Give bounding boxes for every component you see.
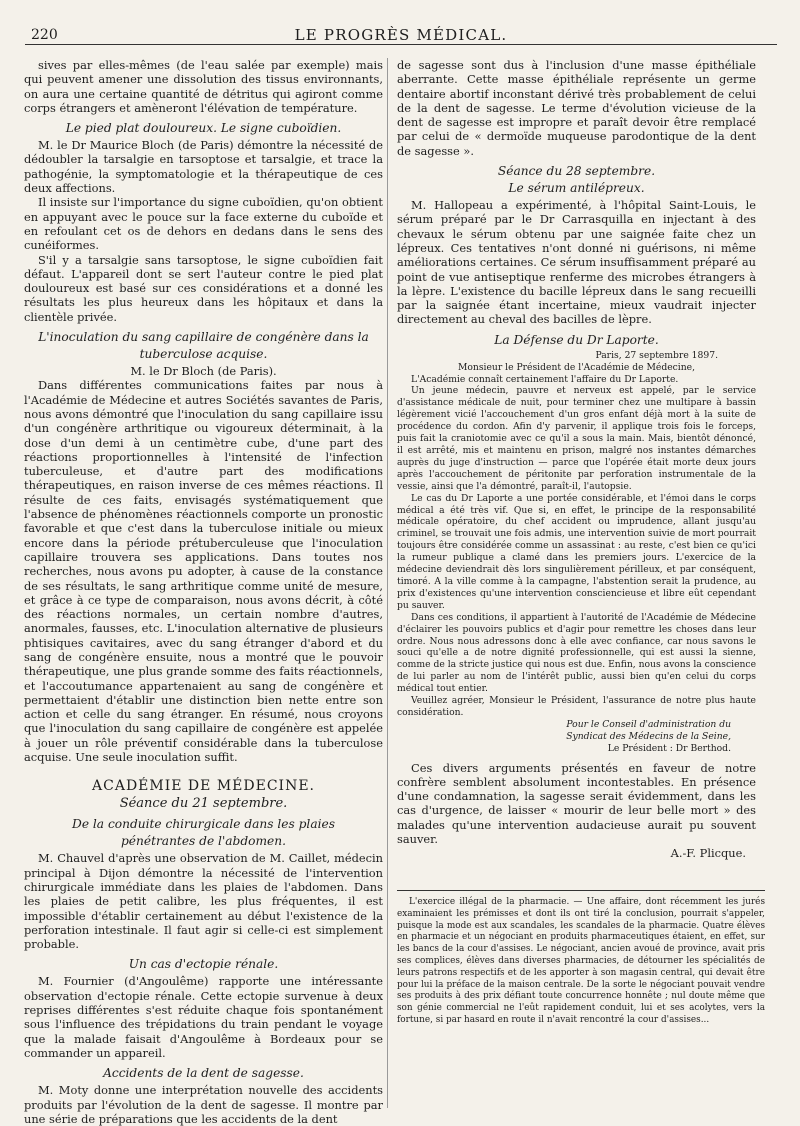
inoculation-body: Dans différentes communications faites par nous à l'Académie de Médecine et autres Sociétés savantes de Paris, nous avons démontré que l'inoculation du sang capillaire issu d'un congénère arthritique ou vigoureux déterminait, à la dose d'un demi à un centimètre cube, d'une part des réactions proportionnelles à l'intensité de l'infection tuberculeuse, et d'autre part des modifications thérapeutiques, en raison inverse de ces mêmes réactions. Il résulte de ces faits, envisagés systématiquement que l'absence de phénomènes réactionnels comporte un pronostic favorable et que c'est dans la tuberculose initiale ou mieux encore dans la période prétuberculeuse que l'inoculation capillaire trouvera ses applications. Dans toutes nos recherches, nous avons pu adopter, à cause de la constance de ses résultats, le sang arthritique comme unité de mesure, et grâce à ce type de comparaison, nous avons décrit, à côté des réactions normales, un certain nombre d'autres, anormales, fausses, etc. L'inoculation alternative de plusieurs phtisiques cavitaires, avec du sang étranger d'abord et du sang de congénère ensuite, nous a montré que le pouvoir thérapeutique, une plus grande somme des faits réactionnels, et l'accoutumance appartenaient au sang de congénère et permettaient d'établir une distinction bien nette entre son action et celle du sang étranger. En résumé, nous croyons que l'inoculation du sang capillaire de congénère est appelée à jouer un rôle préventif considérable dans la tuberculose acquise. Une seule inoculation suffit. [24,378,383,765]
conclusion-signature: A.-F. Plicque. [670,846,746,861]
left-column [24,58,383,1126]
inoculation-author: M. le Dr Bloch (de Paris). [130,364,277,379]
header-rule [25,44,777,45]
letter-paragraph-3: Le cas du Dr Laporte a une portée considérable, et l'émoi dans le corps médical a été très vif. Que si, en effet, le principe de la responsabilité médicale opératoire, du chef accident ou imprudence, allant jusqu'au criminel, se trouvait une fois admis, une intervention suivie de mort pourrait toujours être considérée comme un assassinat : au reste, c'est bien ce qu'ici la rumeur publique a clamé dans les premiers jours. L'exercice de la médecine deviendrait dès lors singulièrement périlleux, et par conséquent, timoré. A la ville comme à la campagne, l'abstention serait la prudence, au prix d'existences qu'une intervention consciencieuse et libre eût cependant pu sauver. [397,492,756,611]
letter-date: Paris, 27 septembre 1897. [595,349,718,361]
column-divider [387,58,388,1108]
academy-heading: ACADÉMIE DE MÉDECINE. [92,778,315,795]
signature-line-3: Le Président : Dr Berthod. [607,742,731,754]
sagesse-body: M. Moty donne une interprétation nouvelle des accidents produits par l'évolution de la dent de sagesse. Il montre par une série de préparations que les accidents de la dent [24,1083,383,1126]
letter-paragraph-4: Dans ces conditions, il appartient à l'autorité de l'Académie de Médecine d'éclairer les pouvoirs publics et d'agir pour remettre les choses dans leur ordre. Nous nous adressons donc à elle avec confiance, car nous savons le souci qu'elle a de notre dignité professionnelle, qui est aussi la sienne, comme de la stricte justice qui nous est due. Enfin, nous avons la conscience de lui parler au nom de l'intérêt public, aussi bien qu'en celui du corps médical tout entier. [397,611,757,695]
sagesse-title: Accidents de la dent de sagesse. [103,1066,304,1081]
plaies-title-2: pénétrantes de l'abdomen. [121,834,286,849]
journal-title: LE PROGRÈS MÉDICAL. [294,26,508,44]
box-top-rule [397,890,765,891]
ectopie-body: M. Fournier (d'Angoulême) rapporte une intéressante observation d'ectopie rénale. Cette ectopie survenue à deux reprises différentes s'est réduite chaque fois spontanément sous l'influence des trépidations du train pendant le voyage que la malade faisait d'Angoulême à Bordeaux pour se commander un appareil. [24,974,383,1060]
pied-paragraph-3: S'il y a tarsalgie sans tarsoptose, le signe cuboïdien fait défaut. L'appareil dont se sert l'auteur contre le pied plat douloureux est basé sur ces considérations et a donné les résultats les plus heureux dans les hôpitaux et dans la clientèle privée. [24,252,383,324]
signature-line-2: Syndicat des Médecins de la Seine, [566,730,731,742]
inoculation-title-2: tuberculose acquise. [139,347,268,362]
signature-line-1: Pour le Conseil d'administration du [566,718,731,730]
sagesse-continued: de sagesse sont dus à l'inclusion d'une masse épithéliale aberrante. Cette masse épithéliale représente un germe dentaire abortif inconstant dérivé très probablement de celui de la dent de sagesse. Le terme d'évolution vicieuse de la dent de sagesse est impropre et paraît devoir être remplacé par celui de « dermoïde muqueuse parodontique de la dent de sagesse ». [397,58,756,158]
plaies-body: M. Chauvel d'après une observation de M. Caillet, médecin principal à Dijon démontre la nécessité de l'intervention chirurgicale immédiate dans les plaies de l'abdomen. Dans les plaies de petit calibre, les plus fréquentes, il est impossible d'établir certainement au début l'existence de la perforation intestinale. Il faut agir si celle-ci est simplement probable. [24,851,383,952]
session-date-2: Séance du 28 septembre. [497,164,656,179]
pharmacie-box [397,897,765,1107]
page-number: 220 [31,27,58,43]
defense-title: La Défense du Dr Laporte. [494,332,659,347]
letter-paragraph-2: Un jeune médecin, pauvre et nerveux est appelé, par le service d'assistance médicale de nuit, pour terminer chez une multipare à bassin légèrement vicié l'accouchement d'un gros enfant déjà mort à la suite de procédence du cordon. Afin d'y parvenir, il applique trois fois le forceps, puis fait la craniotomie avec ce qu'il a sous la main. Mais, bientôt dénoncé, il est arrêté, mis et maintenu en prison, malgré nos instantes démarches auprès du juge d'instruction — parce que l'opérée était morte deux jours après l'accouchement de péritonite par perforation instrumentale de la vessie, ainsi que l'a démontré, paraît-il, l'autopsie. [397,385,756,492]
pied-paragraph-2: Il insiste sur l'importance du signe cuboïdien, qu'on obtient en appuyant avec le pouce sur la face externe du cuboïde et en refoulant cet os de dehors en dedans dans le sens des cunéiformes. [24,195,383,253]
right-column [397,58,756,880]
intro-paragraph: sives par elles-mêmes (de l'eau salée par exemple) mais qui peuvent amener une dissolution des tissus environnants, on aura une certaine quantité de détritus qui agiront comme corps étrangers et amèneront l'élévation de température. [24,58,383,115]
letter-block [397,350,756,755]
letter-salutation: Monsieur le Président de l'Académie de Médecine, [457,361,696,373]
ectopie-title: Un cas d'ectopie rénale. [128,957,279,972]
letter-paragraph-1: L'Académie connaît certainement l'affaire du Dr Laporte. [411,373,679,385]
conclusion-paragraph: Ces divers arguments présentés en faveur de notre confrère semblent absolument incontestables. En présence d'une condamnation, la sagesse serait évidemment, dans les cas d'urgence, de laisser « mourir de leur belle mort » des malades qu'une intervention audacieuse aurait pu souvent sauver. [397,760,756,847]
pharmacie-text: L'exercice illégal de la pharmacie. — Une affaire, dont récemment les jurés examinaient les prémisses et dont ils ont tiré la conclusion, pourrait s'appeler, puisque la mode est aux scandales, les scandales de la pharmacie. Quatre élèves en pharmacie et un négociant en produits pharmaceutiques étaient, en effet, sur les bancs de la cour d'assises. Le négociant, ancien avoué de province, avait pris ses complices, élèves dans diverses pharmacies, de détourner les spécialités de leurs patrons respectifs et de les apporter à son magasin central, qui devait être pour lui la préface de la maison centrale. De la sorte le négociant pouvait vendre ses produits à des prix défiant toute concurrence honnête ; nul doute même que son génie commercial ne l'eût rapidement conduit, lui et ses acolytes, vers la fortune, si par hasard en route il n'avait rencontré la cour d'assises... [397,897,765,1025]
pied-title: Le pied plat douloureux. Le signe cuboïdien. [65,121,342,136]
serum-title: Le sérum antilépreux. [508,181,645,196]
session-date: Séance du 21 septembre. [119,796,288,812]
pied-paragraph-1: M. le Dr Maurice Bloch (de Paris) démontre la nécessité de dédoubler la tarsalgie en tarsoptose et tarsalgie, et trace la pathogénie, la symptomatologie et la thérapeutique de ces deux affections. [24,138,383,196]
inoculation-title-1: L'inoculation du sang capillaire de congénère dans la [38,330,369,345]
serum-body: M. Hallopeau a expérimenté, à l'hôpital Saint-Louis, le sérum préparé par le Dr Carrasquilla en injectant à des chevaux le sérum obtenu par une saignée faite chez un lépreux. Ces tentatives n'ont donné ni guérisons, ni même améliorations certaines. Ce sérum insuffisamment préparé au point de vue antiseptique renferme des microbes étrangers à la lèpre. L'existence du bacille lépreux dans le sang recueilli par la saignée étant incertaine, mieux vaudrait injecter directement au cheval des bacilles de lèpre. [397,198,756,327]
letter-paragraph-5: Veuillez agréer, Monsieur le Président, l'assurance de notre plus haute considération. [397,695,756,718]
plaies-title-1: De la conduite chirurgicale dans les plaies [72,817,335,832]
